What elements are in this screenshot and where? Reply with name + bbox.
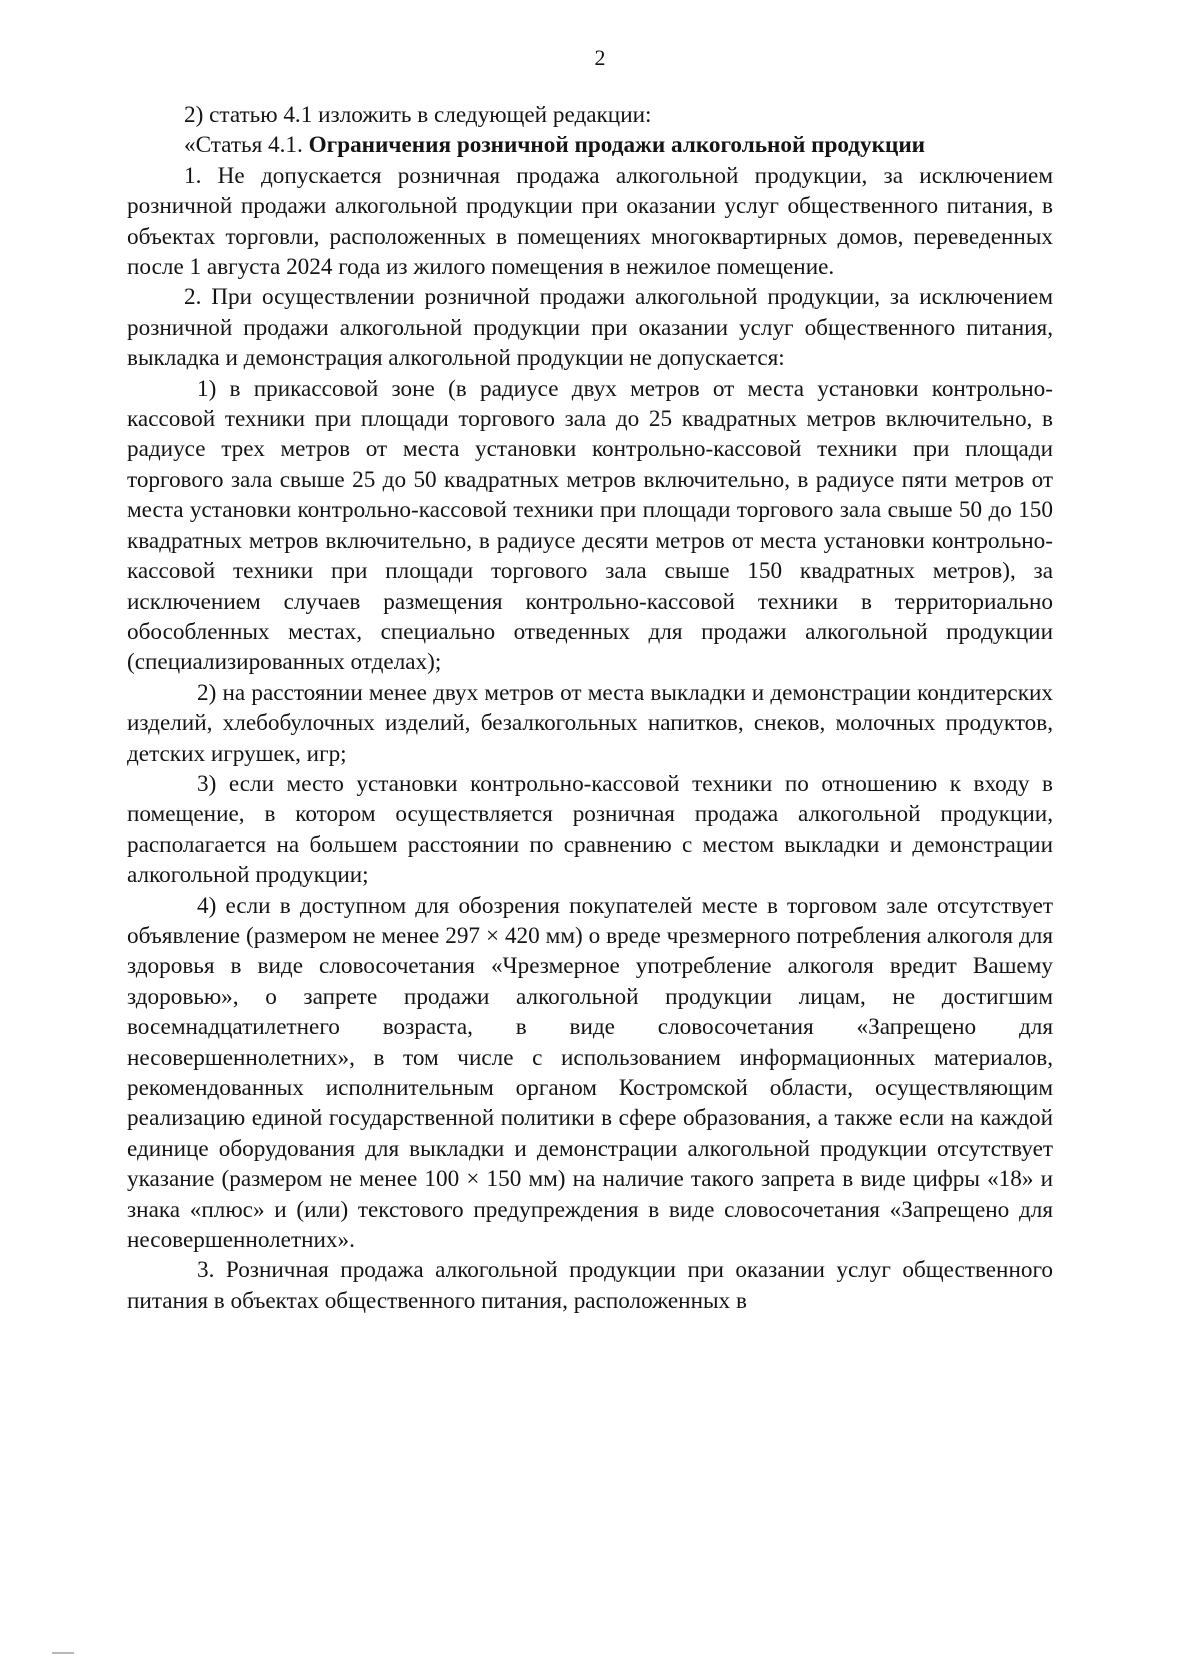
list-item-4: 4) если в доступном для обозрения покупателей месте в торговом зале отсутствует объявление (размером не менее 297 × 420 мм) о вреде чрезмерного потребления алкоголя для здоровья в виде словосочетания «Чрезмерное употребление алкоголя вредит Вашему здоровью», о запрете продажи алкогольной продукции лицам, не достигшим восемнадцатилетнего возраста, в виде словосочетания «Запрещено для несовершеннолетних», в том числе с использованием информационных материалов, рекомендованных исполнительным органом Костромской области, осуществляющим реализацию единой государственной политики в сфере образования, а также если на каждой единице оборудования для выкладки и демонстрации алкогольной продукции отсутствует указание (размером не менее 100 × 150 мм) на наличие такого запрета в виде цифры «18» и знака «плюс» и (или) текстового предупреждения в виде словосочетания «Запрещено для несовершеннолетних». [127,892,1053,1254]
paragraph-2: 2. При осуществлении розничной продажи алкогольной продукции, за исключением розничной продажи алкогольной продукции при оказании услуг общественного питания, выкладка и демонстрация алкогольной продукции не допускается: [127,284,1053,372]
scan-artifact-mark [52,1652,74,1654]
article-title: Ограничения розничной продажи алкогольной продукции [308,132,926,159]
paragraph-3: 3. Розничная продажа алкогольной продукции при оказании услуг общественного питания в объектах общественного питания, расположенных в [127,1257,1053,1314]
page-number: 2 [594,45,606,70]
list-item-2: 2) на расстоянии менее двух метров от места выкладки и демонстрации кондитерских изделий, хлебобулочных изделий, безалкогольных напитков, снеков, молочных продуктов, детских игрушек, игр; [127,679,1053,767]
paragraph-1: 1. Не допускается розничная продажа алкогольной продукции, за исключением розничной продажи алкогольной продукции при оказании услуг общественного питания, в объектах торговли, расположенных в помещениях многоквартирных домов, переведенных после 1 августа 2024 года из жилого помещения в нежилое помещение. [127,162,1053,281]
article-prefix: «Статья 4.1. [184,132,309,159]
list-item-3: 3) если место установки контрольно-кассовой техники по отношению к входу в помещение, в котором осуществляется розничная продажа алкогольной продукции, располагается на большем расстоянии по сравнению с местом выкладки и демонстрации алкогольной продукции; [127,770,1053,889]
list-item-1: 1) в прикассовой зоне (в радиусе двух метров от места установки контрольно-кассовой техники при площади торгового зала до 25 квадратных метров включительно, в радиусе трех метров от места установки контрольно-кассовой техники при площади торгового зала свыше 25 до 50 квадратных метров включительно, в радиусе пяти метров от места установки контрольно-кассовой техники при площади торгового зала свыше 50 до 150 квадратных метров включительно, в радиусе десяти метров от места установки контрольно-кассовой техники при площади торгового зала свыше 150 квадратных метров), за исключением случаев размещения контрольно-кассовой техники в территориально обособленных местах, специально отведенных для продажи алкогольной продукции (специализированных отделах); [127,375,1053,676]
article-heading [127,130,1053,160]
document-body [127,100,1053,1316]
amendment-intro: 2) статью 4.1 изложить в следующей редакции: [184,102,652,128]
